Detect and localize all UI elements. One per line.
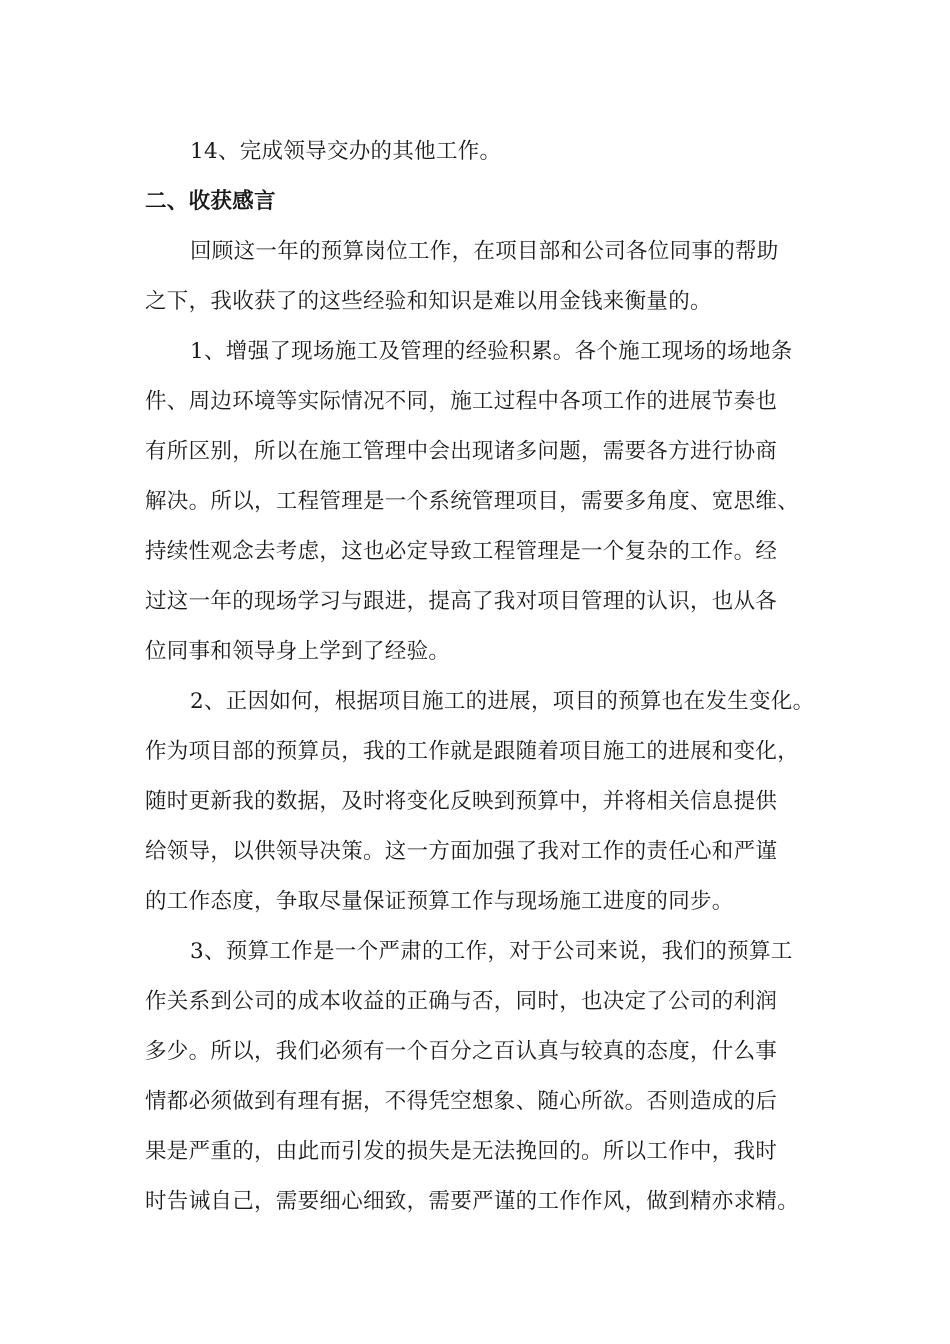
- point-3-line-3: 多少。所以，我们必须有一个百分之百认真与较真的态度，什么事: [145, 1039, 778, 1064]
- item-14-text: 14、完成领导交办的其他工作。: [190, 139, 502, 164]
- point-1-line-6: 过这一年的现场学习与跟进，提高了我对项目管理的认识，也从各: [145, 589, 778, 614]
- point-3-line-2: 作关系到公司的成本收益的正确与否，同时，也决定了公司的利润: [145, 989, 778, 1014]
- point-1-line-5: 持续性观念去考虑，这也必定导致工程管理是一个复杂的工作。经: [145, 539, 778, 564]
- point-2-line-3: 随时更新我的数据，及时将变化反映到预算中，并将相关信息提供: [145, 789, 778, 814]
- point-1-line-7: 位同事和领导身上学到了经验。: [145, 639, 451, 664]
- point-1-line-3: 有所区别，所以在施工管理中会出现诸多问题，需要各方进行协商: [145, 439, 778, 464]
- point-3-line-5: 果是严重的，由此而引发的损失是无法挽回的。所以工作中，我时: [145, 1139, 778, 1164]
- intro-line-1: 回顾这一年的预算岗位工作，在项目部和公司各位同事的帮助: [190, 239, 779, 264]
- point-1-line-2: 件、周边环境等实际情况不同，施工过程中各项工作的进展节奏也: [145, 389, 778, 414]
- point-3-line-6: 时告诫自己，需要细心细致，需要严谨的工作作风，做到精亦求精。: [145, 1189, 800, 1214]
- point-2-line-2: 作为项目部的预算员，我的工作就是跟随着项目施工的进展和变化，: [145, 739, 800, 764]
- point-1-line-1: 1、增强了现场施工及管理的经验积累。各个施工现场的场地条: [190, 339, 793, 364]
- point-3-line-1: 3、预算工作是一个严肃的工作，对于公司来说，我们的预算工: [190, 939, 793, 964]
- intro-line-2: 之下，我收获了的这些经验和知识是难以用金钱来衡量的。: [145, 289, 712, 314]
- section-heading: 二、收获感言: [145, 189, 276, 214]
- point-2-line-1: 2、正因如何，根据项目施工的进展，项目的预算也在发生变化。: [190, 689, 815, 714]
- point-3-line-4: 情都必须做到有理有据，不得凭空想象、随心所欲。否则造成的后: [145, 1089, 778, 1114]
- point-2-line-4: 给领导，以供领导决策。这一方面加强了我对工作的责任心和严谨: [145, 839, 778, 864]
- point-1-line-4: 解决。所以，工程管理是一个系统管理项目，需要多角度、宽思维、: [145, 489, 800, 514]
- point-2-line-5: 的工作态度，争取尽量保证预算工作与现场施工进度的同步。: [145, 889, 734, 914]
